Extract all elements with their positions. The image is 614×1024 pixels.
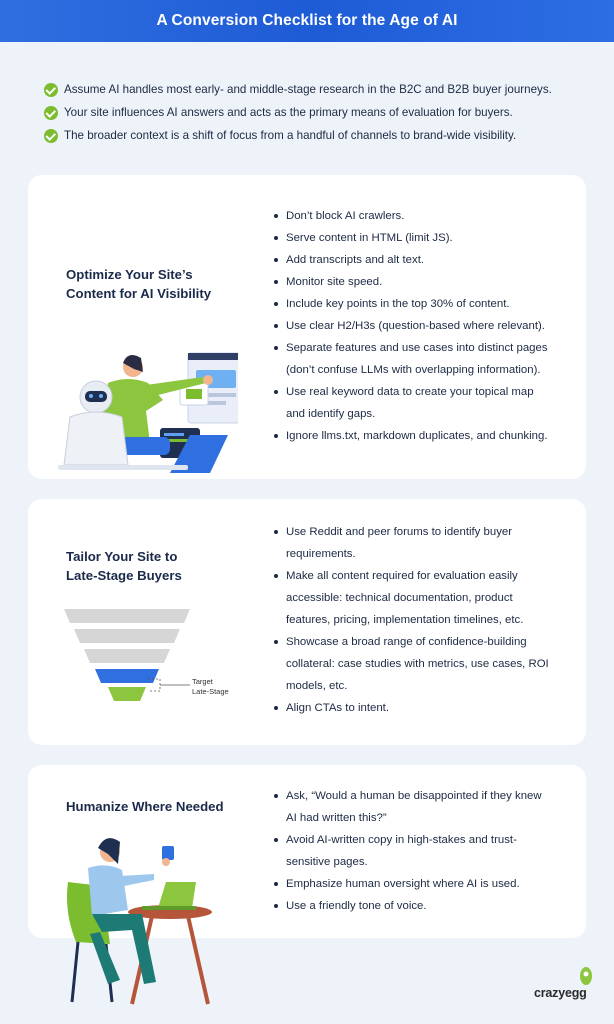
list-item-continuation: features, pricing, implementation timelines, etc. bbox=[286, 614, 524, 626]
section-title: Humanize Where Needed bbox=[66, 799, 224, 814]
intro-item bbox=[44, 78, 604, 101]
checklist bbox=[272, 205, 548, 447]
funnel-layer-target bbox=[95, 669, 159, 683]
intro-item bbox=[44, 101, 604, 124]
list-item-continuation: requirements. bbox=[286, 548, 356, 560]
list-item: Add transcripts and alt text. bbox=[272, 249, 548, 271]
header-banner bbox=[0, 0, 614, 42]
section-title-line: Content for AI Visibility bbox=[66, 286, 212, 301]
list-item: Align CTAs to intent. bbox=[272, 697, 549, 719]
intro-item-text: The broader context is a shift of focus from a handful of channels to brand-wide visibility. bbox=[64, 129, 517, 142]
funnel-layer bbox=[84, 649, 170, 663]
crazyegg-logo: crazyegg bbox=[534, 986, 587, 1000]
list-item: Separate features and use cases into distinct pages bbox=[272, 337, 548, 359]
list-item-continuation: (don’t confuse LLMs with overlapping information). bbox=[286, 364, 541, 376]
list-item-continuation: sensitive pages. bbox=[286, 856, 368, 868]
list-item: Use clear H2/H3s (question-based where relevant). bbox=[272, 315, 548, 337]
list-item-continuation: accessible: technical documentation, product bbox=[286, 592, 513, 604]
page-title: A Conversion Checklist for the Age of AI bbox=[156, 12, 458, 29]
check-circle-icon bbox=[44, 129, 58, 143]
section-title-line: Tailor Your Site to bbox=[66, 549, 178, 564]
checklist bbox=[272, 521, 549, 719]
intro-item bbox=[44, 124, 604, 147]
list-item-continuation: models, etc. bbox=[286, 680, 348, 692]
list-item: Emphasize human oversight where AI is used. bbox=[272, 873, 542, 895]
list-item-continuation: collateral: case studies with metrics, use cases, ROI bbox=[286, 658, 549, 670]
list-item: Use real keyword data to create your topical map bbox=[272, 381, 548, 403]
funnel-layer bbox=[64, 609, 190, 623]
woman-with-robot-illustration bbox=[38, 325, 238, 475]
list-item: Showcase a broad range of confidence-building bbox=[272, 631, 549, 653]
section-card-ai-visibility bbox=[28, 175, 586, 479]
list-item-continuation: and identify gaps. bbox=[286, 408, 376, 420]
section-title bbox=[66, 547, 182, 585]
list-item: Ignore llms.txt, markdown duplicates, and chunking. bbox=[272, 425, 548, 447]
list-item: Include key points in the top 30% of content. bbox=[272, 293, 548, 315]
list-item: Make all content required for evaluation easily bbox=[272, 565, 549, 587]
funnel-layer-target bbox=[108, 687, 146, 701]
list-item: Ask, “Would a human be disappointed if they knew bbox=[272, 785, 542, 807]
intro-list bbox=[44, 78, 604, 147]
check-circle-icon bbox=[44, 106, 58, 120]
funnel-label-line: Target bbox=[192, 677, 213, 686]
crazyegg-logo-icon bbox=[579, 965, 593, 987]
woman-at-laptop-illustration bbox=[62, 832, 222, 1012]
list-item: Avoid AI-written copy in high-stakes and trust- bbox=[272, 829, 542, 851]
section-card-late-stage bbox=[28, 499, 586, 745]
funnel-label bbox=[192, 677, 229, 696]
funnel-layer bbox=[74, 629, 180, 643]
list-item: Serve content in HTML (limit JS). bbox=[272, 227, 548, 249]
section-title-line: Optimize Your Site’s bbox=[66, 267, 193, 282]
list-item: Use Reddit and peer forums to identify buyer bbox=[272, 521, 549, 543]
list-item: Use a friendly tone of voice. bbox=[272, 895, 542, 917]
check-circle-icon bbox=[44, 83, 58, 97]
checklist bbox=[272, 785, 542, 917]
list-item-continuation: AI had written this?” bbox=[286, 812, 387, 824]
intro-item-text: Assume AI handles most early- and middle-stage research in the B2C and B2B buyer journeys. bbox=[64, 83, 552, 96]
intro-item-text: Your site influences AI answers and acts as the primary means of evaluation for buyers. bbox=[64, 106, 513, 119]
section-title-line: Late-Stage Buyers bbox=[66, 568, 182, 583]
list-item: Monitor site speed. bbox=[272, 271, 548, 293]
funnel-illustration bbox=[64, 607, 264, 707]
list-item: Don’t block AI crawlers. bbox=[272, 205, 548, 227]
funnel-label-line: Late-Stage bbox=[192, 686, 229, 696]
section-title bbox=[66, 265, 211, 303]
